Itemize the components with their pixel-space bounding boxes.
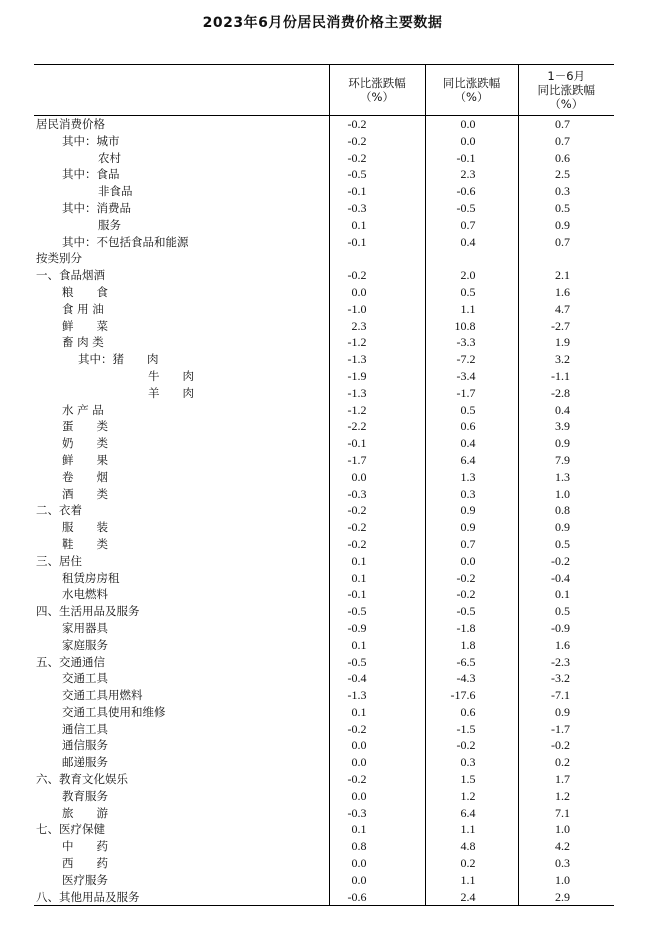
table-row: [34, 183, 614, 200]
ytd-value: -2.3: [518, 654, 614, 671]
row-label: 旅 游: [62, 805, 108, 820]
ytd-value: 0.6: [518, 150, 614, 167]
table-body: [34, 116, 614, 906]
yoy-value: 0.4: [425, 234, 518, 251]
table-row: [34, 418, 614, 435]
table-row: [34, 536, 614, 553]
row-label: 交通工具用燃料: [62, 688, 143, 703]
yoy-value: 6.4: [425, 452, 518, 469]
row-label: 六、教育文化娱乐: [36, 772, 128, 787]
header-item-blank: [34, 65, 329, 116]
ytd-value: 0.3: [518, 855, 614, 872]
row-label: 通信工具: [62, 721, 108, 736]
mom-value: -1.7: [329, 452, 425, 469]
mom-value: -1.0: [329, 301, 425, 318]
yoy-value: -4.3: [425, 670, 518, 687]
ytd-value: -1.7: [518, 721, 614, 738]
table-row: [34, 284, 614, 301]
yoy-value: 4.8: [425, 838, 518, 855]
mom-value: -1.3: [329, 385, 425, 402]
header-mom-line-2: （%）: [360, 90, 394, 104]
mom-value: -0.1: [329, 435, 425, 452]
row-label: 水 产 品: [62, 402, 104, 417]
mom-value: -0.1: [329, 183, 425, 200]
ytd-value: 4.7: [518, 301, 614, 318]
mom-value: -0.2: [329, 721, 425, 738]
table-row: [34, 838, 614, 855]
yoy-value: -0.2: [425, 737, 518, 754]
ytd-value: 1.2: [518, 788, 614, 805]
row-label: 交通工具: [62, 671, 108, 686]
mom-value: -0.2: [329, 116, 425, 133]
table-row: [34, 435, 614, 452]
yoy-value: 0.0: [425, 553, 518, 570]
ytd-value: 0.2: [518, 754, 614, 771]
ytd-value: 0.7: [518, 234, 614, 251]
mom-value: 0.1: [329, 637, 425, 654]
row-label: 牛 肉: [148, 368, 194, 383]
row-label: 教育服务: [62, 788, 108, 803]
ytd-value: -3.2: [518, 670, 614, 687]
yoy-value: 0.5: [425, 402, 518, 419]
table-row: [34, 670, 614, 687]
mom-value: -0.2: [329, 133, 425, 150]
yoy-value: 0.7: [425, 217, 518, 234]
mom-value: 0.0: [329, 872, 425, 889]
ytd-value: 2.1: [518, 267, 614, 284]
row-label: 鞋 类: [62, 536, 108, 551]
ytd-value: 0.9: [518, 435, 614, 452]
mom-value: 0.0: [329, 754, 425, 771]
ytd-value: -0.2: [518, 737, 614, 754]
row-label: 其中：消费品: [62, 200, 131, 215]
yoy-value: [425, 250, 518, 267]
yoy-value: -17.6: [425, 687, 518, 704]
yoy-value: -0.6: [425, 183, 518, 200]
yoy-value: 0.6: [425, 704, 518, 721]
table-row: [34, 654, 614, 671]
row-label: 鲜 果: [62, 452, 108, 467]
row-label: 其中：猪 肉: [78, 352, 159, 367]
table-row: [34, 166, 614, 183]
table-row: [34, 754, 614, 771]
mom-value: 0.0: [329, 788, 425, 805]
ytd-value: 0.9: [518, 217, 614, 234]
table-row: [34, 318, 614, 335]
mom-value: -0.9: [329, 620, 425, 637]
ytd-value: 4.2: [518, 838, 614, 855]
yoy-value: 1.3: [425, 469, 518, 486]
mom-value: -0.2: [329, 519, 425, 536]
mom-value: -0.3: [329, 200, 425, 217]
yoy-value: 0.0: [425, 133, 518, 150]
ytd-value: 7.1: [518, 805, 614, 822]
row-label: 蛋 类: [62, 419, 108, 434]
mom-value: 0.1: [329, 553, 425, 570]
yoy-value: -7.2: [425, 351, 518, 368]
ytd-value: 1.0: [518, 872, 614, 889]
table-row: [34, 855, 614, 872]
mom-value: -0.2: [329, 150, 425, 167]
mom-value: -0.6: [329, 889, 425, 906]
mom-value: -0.5: [329, 166, 425, 183]
table-row: [34, 687, 614, 704]
yoy-value: 6.4: [425, 805, 518, 822]
table-row: [34, 872, 614, 889]
table-row: [34, 334, 614, 351]
yoy-value: 0.6: [425, 418, 518, 435]
row-label: 家庭服务: [62, 637, 108, 652]
mom-value: 2.3: [329, 318, 425, 335]
yoy-value: 0.2: [425, 855, 518, 872]
ytd-value: 1.9: [518, 334, 614, 351]
yoy-value: 1.1: [425, 301, 518, 318]
ytd-value: -2.7: [518, 318, 614, 335]
mom-value: 0.1: [329, 570, 425, 587]
header-yoy-line-2: （%）: [454, 90, 489, 104]
row-label: 按类别分: [36, 251, 82, 266]
ytd-value: [518, 250, 614, 267]
yoy-value: 1.5: [425, 771, 518, 788]
table-row: [34, 620, 614, 637]
yoy-value: -1.7: [425, 385, 518, 402]
yoy-value: -3.3: [425, 334, 518, 351]
table-row: [34, 586, 614, 603]
mom-value: -0.5: [329, 654, 425, 671]
header-mom: [329, 65, 425, 116]
table-header: [34, 65, 614, 116]
yoy-value: 1.1: [425, 821, 518, 838]
table-row: [34, 603, 614, 620]
row-label: 羊 肉: [148, 385, 194, 400]
mom-value: 0.1: [329, 704, 425, 721]
table-row: [34, 452, 614, 469]
row-label: 鲜 菜: [62, 318, 108, 333]
ytd-value: 0.4: [518, 402, 614, 419]
table-row: [34, 200, 614, 217]
ytd-value: 0.1: [518, 586, 614, 603]
header-ytd-line-2: 同比涨跌幅: [537, 83, 595, 97]
mom-value: -1.3: [329, 351, 425, 368]
mom-value: -0.1: [329, 586, 425, 603]
row-label: 二、衣着: [36, 503, 82, 518]
row-label: 通信服务: [62, 738, 108, 753]
mom-value: 0.8: [329, 838, 425, 855]
ytd-value: -1.1: [518, 368, 614, 385]
mom-value: -1.2: [329, 402, 425, 419]
table-row: [34, 788, 614, 805]
row-label: 服 装: [62, 520, 108, 535]
mom-value: -1.3: [329, 687, 425, 704]
header-ytd-line-1: 1－6月: [547, 69, 586, 83]
yoy-value: -6.5: [425, 654, 518, 671]
yoy-value: -0.5: [425, 200, 518, 217]
ytd-value: 2.9: [518, 889, 614, 906]
mom-value: -1.2: [329, 334, 425, 351]
ytd-value: 1.6: [518, 284, 614, 301]
row-label: 七、医疗保健: [36, 822, 105, 837]
mom-value: -0.2: [329, 502, 425, 519]
yoy-value: 0.0: [425, 116, 518, 133]
yoy-value: -0.1: [425, 150, 518, 167]
mom-value: -0.5: [329, 603, 425, 620]
header-mom-line-1: 环比涨跌幅: [348, 76, 406, 90]
mom-value: 0.1: [329, 821, 425, 838]
yoy-value: 1.2: [425, 788, 518, 805]
mom-value: -0.3: [329, 486, 425, 503]
header-ytd: [518, 65, 614, 116]
ytd-value: -0.4: [518, 570, 614, 587]
row-label: 卷 烟: [62, 469, 108, 484]
ytd-value: 0.9: [518, 704, 614, 721]
yoy-value: 0.4: [425, 435, 518, 452]
mom-value: 0.0: [329, 737, 425, 754]
yoy-value: 0.9: [425, 519, 518, 536]
yoy-value: -1.8: [425, 620, 518, 637]
row-label: 交通工具使用和维修: [62, 704, 166, 719]
ytd-value: 1.3: [518, 469, 614, 486]
row-label: 中 药: [62, 839, 108, 854]
table-row: [34, 486, 614, 503]
table-row: [34, 351, 614, 368]
ytd-value: -7.1: [518, 687, 614, 704]
row-label: 西 药: [62, 856, 108, 871]
row-label: 非食品: [98, 184, 133, 199]
table-row: [34, 771, 614, 788]
ytd-value: -2.8: [518, 385, 614, 402]
table-row: [34, 502, 614, 519]
ytd-value: 7.9: [518, 452, 614, 469]
table-row: [34, 368, 614, 385]
ytd-value: 0.5: [518, 603, 614, 620]
row-label: 农村: [98, 150, 121, 165]
row-label: 其中：不包括食品和能源: [62, 234, 189, 249]
table-row: [34, 133, 614, 150]
yoy-value: 1.8: [425, 637, 518, 654]
ytd-value: 0.7: [518, 133, 614, 150]
row-label: 邮递服务: [62, 755, 108, 770]
table-row: [34, 704, 614, 721]
table-row: [34, 469, 614, 486]
ytd-value: 1.7: [518, 771, 614, 788]
mom-value: -0.1: [329, 234, 425, 251]
ytd-value: 1.0: [518, 821, 614, 838]
mom-value: -1.9: [329, 368, 425, 385]
row-label: 医疗服务: [62, 872, 108, 887]
mom-value: 0.1: [329, 217, 425, 234]
row-label: 四、生活用品及服务: [36, 604, 140, 619]
row-label: 其中：食品: [62, 167, 120, 182]
table-row: [34, 821, 614, 838]
mom-value: -0.3: [329, 805, 425, 822]
row-label: 八、其他用品及服务: [34, 889, 329, 906]
yoy-value: 0.5: [425, 284, 518, 301]
mom-value: -0.4: [329, 670, 425, 687]
row-label: 居民消费价格: [36, 117, 105, 131]
mom-value: -0.2: [329, 536, 425, 553]
table-row: [34, 150, 614, 167]
table-row: [34, 402, 614, 419]
table-row: [34, 553, 614, 570]
yoy-value: -3.4: [425, 368, 518, 385]
yoy-value: 2.4: [425, 889, 518, 906]
ytd-value: -0.2: [518, 553, 614, 570]
row-label: 五、交通通信: [36, 654, 105, 669]
mom-value: 0.0: [329, 469, 425, 486]
yoy-value: -0.2: [425, 586, 518, 603]
row-label: 家用器具: [62, 620, 108, 635]
ytd-value: 3.9: [518, 418, 614, 435]
ytd-value: 0.5: [518, 536, 614, 553]
yoy-value: 2.3: [425, 166, 518, 183]
table-row: [34, 570, 614, 587]
mom-value: [329, 250, 425, 267]
row-label: 粮 食: [62, 284, 108, 299]
header-ytd-line-3: （%）: [549, 97, 584, 111]
row-label: 租赁房房租: [62, 570, 120, 585]
row-label: 食 用 油: [62, 301, 104, 316]
yoy-value: -0.5: [425, 603, 518, 620]
yoy-value: -1.5: [425, 721, 518, 738]
yoy-value: 0.9: [425, 502, 518, 519]
table-row: [34, 385, 614, 402]
yoy-value: 0.3: [425, 486, 518, 503]
ytd-value: -0.9: [518, 620, 614, 637]
mom-value: 0.0: [329, 284, 425, 301]
table-row: [34, 301, 614, 318]
table-row: [34, 234, 614, 251]
row-label: 服务: [98, 217, 121, 232]
table-row: [34, 721, 614, 738]
yoy-value: 10.8: [425, 318, 518, 335]
table-row: [34, 116, 614, 133]
mom-value: 0.0: [329, 855, 425, 872]
row-label: 一、食品烟酒: [36, 268, 105, 283]
table-row: [34, 519, 614, 536]
ytd-value: 0.5: [518, 200, 614, 217]
mom-value: -2.2: [329, 418, 425, 435]
yoy-value: 1.1: [425, 872, 518, 889]
ytd-value: 2.5: [518, 166, 614, 183]
row-label: 三、居住: [36, 553, 82, 568]
row-label: 其中：城市: [62, 133, 120, 148]
table-row: [34, 267, 614, 284]
yoy-value: -0.2: [425, 570, 518, 587]
table-row: [34, 805, 614, 822]
ytd-value: 1.6: [518, 637, 614, 654]
row-label: 酒 类: [62, 486, 108, 501]
yoy-value: 2.0: [425, 267, 518, 284]
row-label: 奶 类: [62, 436, 108, 451]
row-label: 水电燃料: [62, 587, 108, 602]
ytd-value: 3.2: [518, 351, 614, 368]
yoy-value: 0.7: [425, 536, 518, 553]
ytd-value: 1.0: [518, 486, 614, 503]
ytd-value: 0.3: [518, 183, 614, 200]
table-row: [34, 889, 614, 906]
header-yoy: [425, 65, 518, 116]
table-row: [34, 737, 614, 754]
header-yoy-line-1: 同比涨跌幅: [442, 76, 501, 90]
table-row: [34, 250, 614, 267]
ytd-value: 0.8: [518, 502, 614, 519]
cpi-data-table: [34, 64, 614, 906]
mom-value: -0.2: [329, 771, 425, 788]
ytd-value: 0.7: [518, 116, 614, 133]
mom-value: -0.2: [329, 267, 425, 284]
ytd-value: 0.9: [518, 519, 614, 536]
table-row: [34, 217, 614, 234]
yoy-value: 0.3: [425, 754, 518, 771]
row-label: 畜 肉 类: [62, 335, 104, 350]
page-title: 2023年6月份居民消费价格主要数据: [202, 15, 443, 31]
table-row: [34, 637, 614, 654]
